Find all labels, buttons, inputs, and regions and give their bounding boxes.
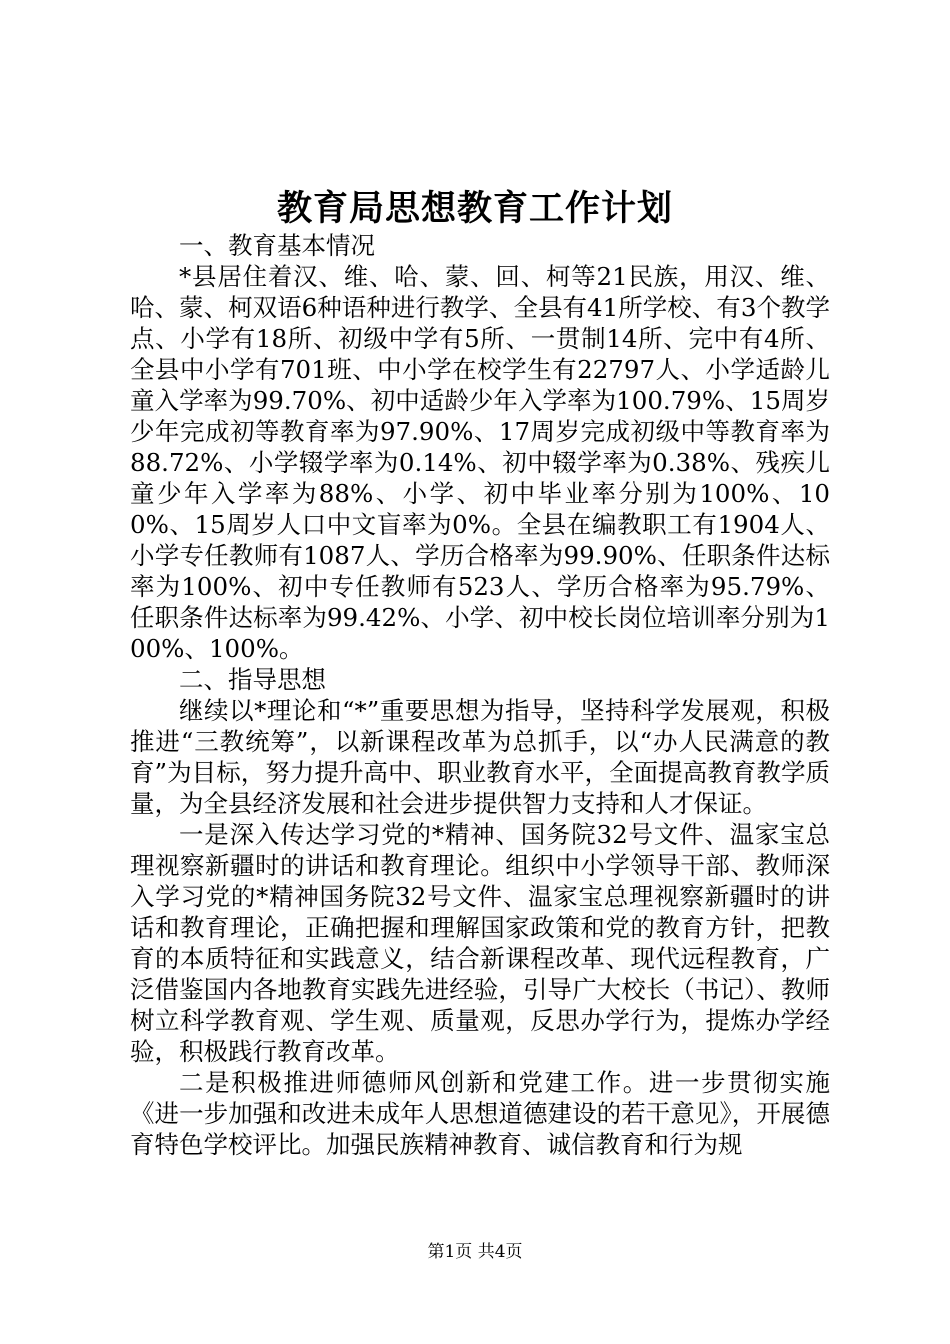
paragraph-point-one: 一是深入传达学习党的*精神、国务院32号文件、温家宝总理视察新疆时的讲话和教育理论。组织中小学领导干部、教师深入学习党的*精神国务院32号文件、温家宝总理视察新疆时的讲话和教育理论，正确把握和理解国家政策和党的教育方针，把教育的本质特征和实践意义，结合新课程改革、现代远程教育，广泛借鉴国内各地教育实践先进经验，引导广大校长（书记）、教师树立科学教育观、学生观、质量观，反思办学行为，提炼办学经验，积极践行教育改革。	[130, 820, 830, 1066]
document-body	[130, 230, 830, 1160]
page-number-footer: 第1页 共4页	[427, 1242, 523, 1262]
paragraph-basic-situation: *县居住着汉、维、哈、蒙、回、柯等21民族，用汉、维、哈、蒙、柯双语6种语种进行教学、全县有41所学校、有3个教学点、小学有18所、初级中学有5所、一贯制14所、完中有4所、全县中小学有701班、中小学在校学生有22797人、小学适龄儿童入学率为99.70%、初中适龄少年入学率为100.79%、15周岁少年完成初等教育率为97.90%、17周岁完成初级中等教育率为88.72%、小学辍学率为0.14%、初中辍学率为0.38%、残疾儿童少年入学率为88%、小学、初中毕业率分别为100%、100%、15周岁人口中文盲率为0%。全县在编教职工有1904人、小学专任教师有1087人、学历合格率为99.90%、任职条件达标率为100%、初中专任教师有523人、学历合格率为95.79%、任职条件达标率为99.42%、小学、初中校长岗位培训率分别为100%、100%。	[130, 262, 830, 663]
paragraph-guiding-ideology: 继续以*理论和“*”重要思想为指导，坚持科学发展观，积极推进“三教统筹”，以新课程改革为总抓手，以“办人民满意的教育”为目标，努力提升高中、职业教育水平，全面提高教育教学质量，为全县经济发展和社会进步提供智力支持和人才保证。	[130, 696, 830, 818]
section-heading-basic-situation: 一、教育基本情况	[179, 231, 375, 260]
paragraph-point-two: 二是积极推进师德师风创新和党建工作。进一步贯彻实施《进一步加强和改进未成年人思想道德建设的若干意见》，开展德育特色学校评比。加强民族精神教育、诚信教育和行为规	[130, 1068, 830, 1159]
document-title: 教育局思想教育工作计划	[276, 188, 673, 229]
section-heading-guiding-ideology: 二、指导思想	[179, 665, 326, 694]
